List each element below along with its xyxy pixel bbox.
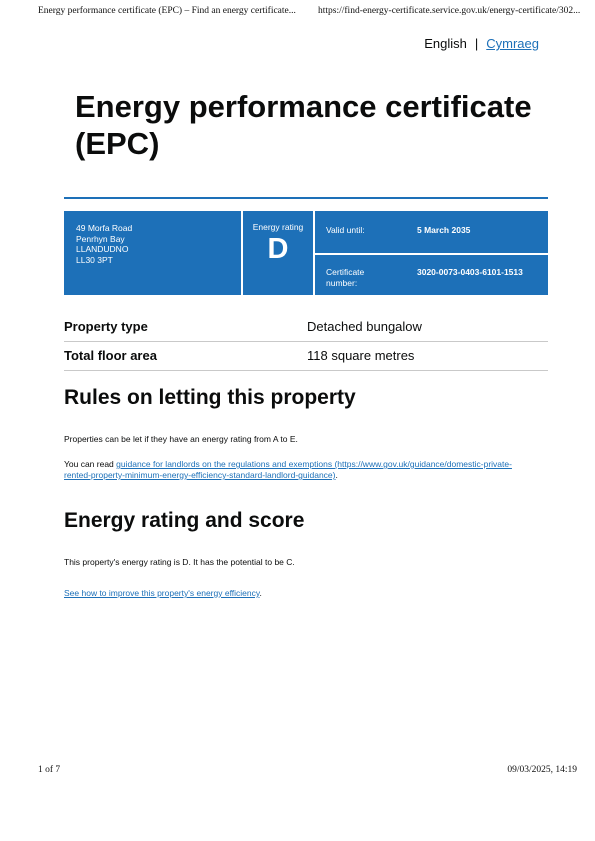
language-english: English	[424, 36, 467, 51]
summary-row	[64, 313, 548, 342]
valid-until-value: 5 March 2035	[417, 225, 471, 235]
property-summary-list	[64, 313, 548, 371]
address-line: Penrhyn Bay	[76, 233, 125, 244]
guidance-prefix: You can read	[64, 459, 117, 469]
letting-text: Properties can be let if they have an energy rating from A to E.	[64, 434, 298, 444]
improve-paragraph	[64, 588, 534, 599]
rating-text: This property's energy rating is D. It has the potential to be C.	[64, 557, 295, 567]
energy-rating-label: Energy rating	[252, 222, 304, 232]
print-datetime: 09/03/2025, 14:19	[507, 765, 577, 775]
rating-heading: Energy rating and score	[64, 509, 305, 532]
summary-value: Detached bungalow	[307, 319, 422, 334]
valid-until-label: Valid until:	[326, 225, 365, 235]
summary-row	[64, 342, 548, 371]
language-separator: |	[474, 36, 479, 51]
landlord-guidance-link[interactable]: guidance for landlords on the regulations and exemptions (https://www.gov.uk/guidance/domestic-private-rented-property-minimum-energy-efficiency-standard-landlord-guidance)	[64, 459, 512, 480]
print-footer	[38, 765, 577, 775]
panel-divider	[241, 211, 243, 295]
epc-summary-panel	[64, 211, 548, 295]
improve-suffix: .	[259, 588, 262, 598]
improve-efficiency-link[interactable]: See how to improve this property's energy efficiency	[64, 588, 260, 598]
page-title: Energy performance certificate (EPC)	[75, 89, 532, 161]
language-switcher	[424, 36, 539, 51]
summary-value: 118 square metres	[307, 348, 415, 363]
page-number: 1 of 7	[38, 765, 61, 775]
certificate-number-value: 3020-0073-0403-6101-1513	[417, 267, 523, 277]
print-page-title: Energy performance certificate (EPC) – Find an energy certificate...	[38, 6, 296, 16]
property-address	[76, 223, 132, 265]
letting-guidance	[64, 459, 534, 481]
address-line: 49 Morfa Road	[76, 223, 133, 233]
summary-key: Total floor area	[64, 348, 157, 363]
title-divider	[64, 197, 548, 199]
energy-rating-value: D	[267, 233, 289, 265]
address-line: LL30 3PT	[76, 254, 113, 265]
letting-heading: Rules on letting this property	[64, 386, 356, 409]
guidance-suffix: .	[335, 470, 338, 480]
print-page-url: https://find-energy-certificate.service.gov.uk/energy-certificate/302...	[318, 6, 581, 16]
address-line: LLANDUDNO	[76, 244, 129, 254]
language-welsh-link[interactable]: Cymraeg	[486, 36, 539, 51]
summary-key: Property type	[64, 319, 148, 334]
panel-divider	[315, 253, 548, 255]
certificate-number-label: Certificate number:	[326, 267, 365, 288]
